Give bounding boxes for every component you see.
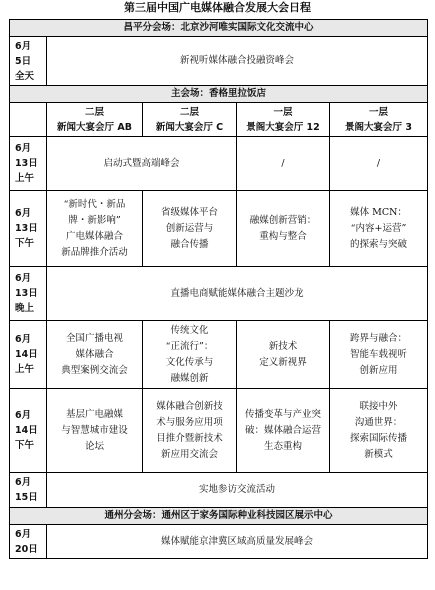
- session-cell: 跨界与融合： 智能车载视听 创新应用: [330, 321, 428, 389]
- date-cell: 6月 13日 上午: [10, 137, 47, 191]
- table-row: [10, 389, 428, 473]
- date-cell: 6月 13日 下午: [10, 191, 47, 267]
- session-cell: 媒体赋能京津冀区域高质量发展峰会: [47, 525, 428, 559]
- session-cell: 省级媒体平台 创新运营与 融合传播: [143, 191, 237, 267]
- date-cell: 6月 14日 下午: [10, 389, 47, 473]
- table-row: [10, 37, 428, 86]
- hall-header: 一层 景阁大宴会厅 3: [330, 103, 428, 137]
- hall-header-row: [10, 103, 428, 137]
- page-title: 第三届中国广电媒体融合发展大会日程: [124, 1, 311, 14]
- hall-header: 二层 新闻大宴会厅 AB: [47, 103, 143, 137]
- schedule-table: [9, 19, 428, 559]
- session-cell: 全国广播电视 媒体融合 典型案例交流会: [47, 321, 143, 389]
- hall-header: 一层 景阁大宴会厅 12: [237, 103, 330, 137]
- session-cell: 传播变革与产业突 破：媒体融合运营 生态重构: [237, 389, 330, 473]
- session-cell: 直播电商赋能媒体融合主题沙龙: [47, 267, 428, 321]
- session-cell: 媒体融合创新技 术与服务应用项 目推介暨新技术 新应用交流会: [143, 389, 237, 473]
- table-row: [10, 267, 428, 321]
- date-cell: 6月 20日: [10, 525, 47, 559]
- table-row: [10, 191, 428, 267]
- venue-row-tongzhou: [10, 508, 428, 525]
- session-cell: /: [330, 137, 428, 191]
- session-cell: 新视听媒体融合投融资峰会: [47, 37, 428, 86]
- date-cell: 6月 5日 全天: [10, 37, 47, 86]
- session-cell: “新时代・新品 牌・新影响” 广电媒体融合 新品牌推介活动: [47, 191, 143, 267]
- date-cell: 6月 14日 上午: [10, 321, 47, 389]
- session-cell: 融媒创新营销： 重构与整合: [237, 191, 330, 267]
- hall-header: 二层 新闻大宴会厅 C: [143, 103, 237, 137]
- session-cell: 媒体 MCN： “内容+运营” 的探索与突破: [330, 191, 428, 267]
- date-cell: 6月 13日 晚上: [10, 267, 47, 321]
- venue-main: 主会场：香格里拉饭店: [10, 86, 428, 103]
- session-cell: /: [237, 137, 330, 191]
- session-cell: 新技术 定义新视界: [237, 321, 330, 389]
- session-cell: 联接中外 沟通世界： 探索国际传播 新模式: [330, 389, 428, 473]
- venue-row-changping: [10, 20, 428, 37]
- table-row: [10, 137, 428, 191]
- session-cell: 基层广电融媒 与智慧城市建设 论坛: [47, 389, 143, 473]
- venue-tongzhou: 通州分会场：通州区于家务国际种业科技园区展示中心: [10, 508, 428, 525]
- date-cell: 6月 15日: [10, 473, 47, 508]
- session-cell: 传统文化 “正流行”： 文化传承与 融媒创新: [143, 321, 237, 389]
- table-row: [10, 321, 428, 389]
- hall-header-corner: [10, 103, 47, 137]
- venue-row-main: [10, 86, 428, 103]
- venue-changping: 昌平分会场：北京沙河唯实国际文化交流中心: [10, 20, 428, 37]
- session-cell: 实地参访交流活动: [47, 473, 428, 508]
- session-cell: 启动式暨高端峰会: [47, 137, 237, 191]
- table-row: [10, 525, 428, 559]
- table-row: [10, 473, 428, 508]
